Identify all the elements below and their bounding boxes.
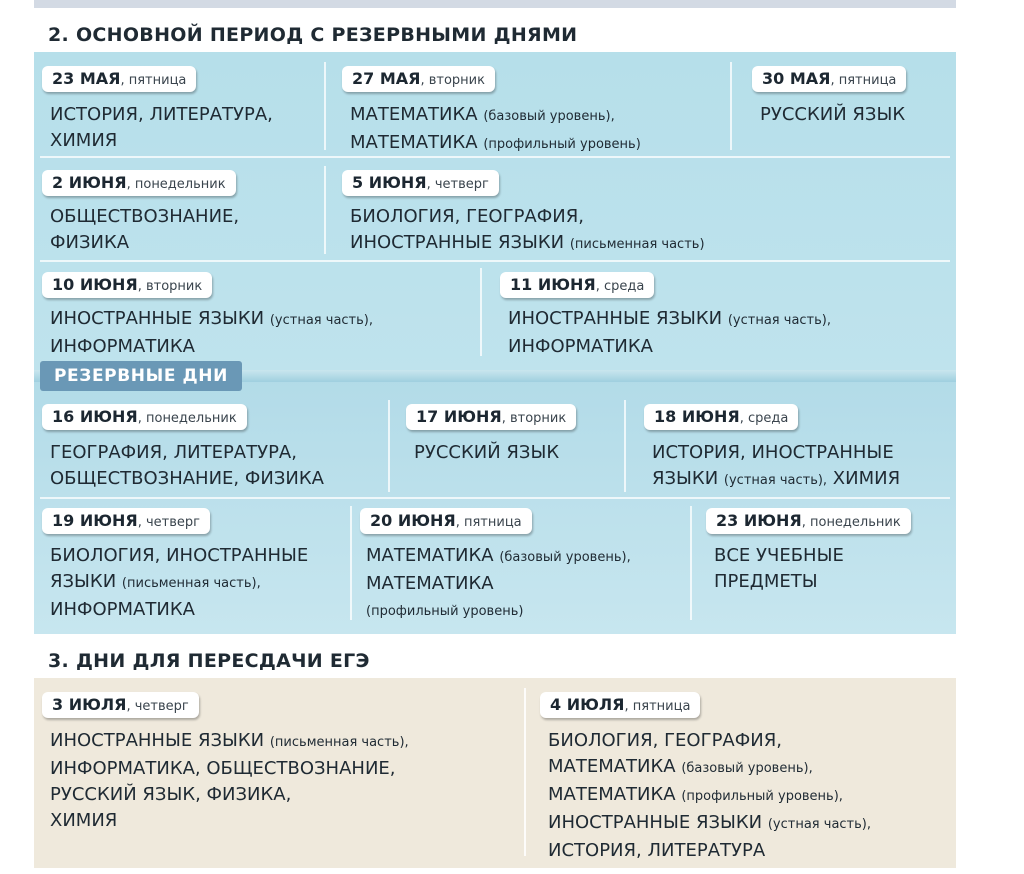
weekday-label: четверг (145, 515, 200, 530)
weekday-label: среда (603, 279, 645, 294)
exam-subjects (366, 543, 631, 625)
date-label: 30 МАЯ (762, 69, 831, 88)
date-badge: 4 ИЮЛЯ, пятница (540, 692, 700, 718)
section-3-title: 3. ДНИ ДЛЯ ПЕРЕСДАЧИ ЕГЭ (48, 650, 370, 672)
date-label: 23 МАЯ (52, 69, 121, 88)
subject-line: (профильный уровень) (366, 604, 524, 619)
date-label: 16 ИЮНЯ (52, 407, 138, 426)
date-badge: 16 ИЮНЯ, понедельник (42, 404, 247, 430)
divider (324, 166, 326, 254)
weekday-label: вторник (509, 411, 567, 426)
subject-line: ИНФОРМАТИКА, ОБЩЕСТВОЗНАНИЕ, (50, 758, 396, 779)
subject-line: МАТЕМАТИКА (366, 573, 494, 594)
date-badge: 11 ИЮНЯ, среда (500, 272, 654, 298)
subject-line: ИНОСТРАННЫЕ ЯЗЫКИ (устная часть), (508, 308, 831, 329)
divider (324, 62, 326, 150)
date-label: 3 ИЮЛЯ (52, 695, 127, 714)
date-label: 23 ИЮНЯ (716, 511, 802, 530)
exam-subjects (50, 728, 409, 834)
weekday-label: пятница (128, 73, 187, 88)
subject-line: МАТЕМАТИКА (профильный уровень), (548, 784, 843, 805)
weekday-label: среда (747, 411, 789, 426)
date-badge: 2 ИЮНЯ, понедельник (42, 170, 236, 196)
date-badge: 30 МАЯ, пятница (752, 66, 906, 92)
exam-subjects (714, 543, 844, 595)
date-label: 11 ИЮНЯ (510, 275, 596, 294)
subject-line: ФИЗИКА (50, 232, 130, 253)
date-badge: 10 ИЮНЯ, вторник (42, 272, 212, 298)
exam-subjects (50, 543, 308, 623)
weekday-label: вторник (428, 73, 485, 88)
divider (690, 506, 692, 620)
exam-subjects (50, 204, 239, 256)
weekday-label: пятница (838, 73, 897, 88)
subject-line: МАТЕМАТИКА (профильный уровень) (350, 132, 641, 153)
weekday-label: пятница (632, 699, 691, 714)
date-label: 20 ИЮНЯ (370, 511, 456, 530)
subject-line: БИОЛОГИЯ, ИНОСТРАННЫЕ (50, 545, 309, 566)
date-badge: 18 ИЮНЯ, среда (644, 404, 798, 430)
weekday-label: пятница (463, 515, 522, 530)
exam-subjects (414, 440, 559, 466)
subject-line: ИНОСТРАННЫЕ ЯЗЫКИ (письменная часть), (50, 730, 409, 751)
weekday-label: понедельник (809, 515, 901, 530)
section-2-title: 2. ОСНОВНОЙ ПЕРИОД С РЕЗЕРВНЫМИ ДНЯМИ (48, 24, 578, 46)
date-label: 18 ИЮНЯ (654, 407, 740, 426)
exam-subjects (548, 728, 871, 864)
subject-line: МАТЕМАТИКА (базовый уровень), (548, 756, 813, 777)
subject-line: ИНОСТРАННЫЕ ЯЗЫКИ (письменная часть) (350, 232, 705, 253)
subject-line: ИСТОРИЯ, ИНОСТРАННЫЕ (652, 442, 894, 463)
date-badge: 27 МАЯ, вторник (342, 66, 495, 92)
subject-line: БИОЛОГИЯ, ГЕОГРАФИЯ, (350, 206, 584, 227)
divider (388, 400, 390, 492)
date-badge: 19 ИЮНЯ, четверг (42, 508, 210, 534)
subject-line: РУССКИЙ ЯЗЫК (414, 442, 560, 463)
exam-subjects (50, 306, 373, 360)
subject-line: ОБЩЕСТВОЗНАНИЕ, ФИЗИКА (50, 468, 324, 489)
subject-line: ВСЕ УЧЕБНЫЕ (714, 545, 844, 566)
subject-line: ЯЗЫКИ (письменная часть), (50, 571, 261, 592)
weekday-label: вторник (145, 279, 203, 294)
date-badge: 23 МАЯ, пятница (42, 66, 196, 92)
subject-line: РУССКИЙ ЯЗЫК, ФИЗИКА, (50, 784, 292, 805)
exam-subjects (350, 102, 641, 158)
date-badge: 3 ИЮЛЯ, четверг (42, 692, 199, 718)
subject-line: ЯЗЫКИ (устная часть), ХИМИЯ (652, 468, 901, 489)
divider (480, 268, 482, 356)
date-label: 10 ИЮНЯ (52, 275, 138, 294)
exam-subjects (760, 102, 905, 128)
divider (40, 260, 950, 262)
weekday-label: четверг (434, 177, 489, 192)
subject-line: ИНОСТРАННЫЕ ЯЗЫКИ (устная часть), (548, 812, 871, 833)
subject-line: ИНФОРМАТИКА (50, 599, 195, 620)
exam-subjects (50, 440, 324, 492)
subject-line: РУССКИЙ ЯЗЫК (760, 104, 906, 125)
subject-line: ХИМИЯ (50, 810, 118, 831)
date-badge: 5 ИЮНЯ, четверг (342, 170, 499, 196)
date-label: 4 ИЮЛЯ (550, 695, 625, 714)
weekday-label: четверг (134, 699, 189, 714)
subject-line: ИСТОРИЯ, ЛИТЕРАТУРА, (50, 104, 273, 125)
divider (730, 62, 732, 150)
divider (40, 497, 950, 499)
date-label: 17 ИЮНЯ (416, 407, 502, 426)
weekday-label: понедельник (134, 177, 226, 192)
subject-line: ИНФОРМАТИКА (508, 336, 653, 357)
reserve-days-label: РЕЗЕРВНЫЕ ДНИ (40, 361, 242, 391)
divider (524, 688, 526, 856)
exam-subjects (508, 306, 831, 360)
subject-line: ХИМИЯ (50, 130, 118, 151)
exam-subjects (50, 102, 273, 154)
divider (350, 506, 352, 620)
exam-subjects (350, 204, 705, 258)
subject-line: ИНОСТРАННЫЕ ЯЗЫКИ (устная часть), (50, 308, 373, 329)
date-label: 19 ИЮНЯ (52, 511, 138, 530)
subject-line: ГЕОГРАФИЯ, ЛИТЕРАТУРА, (50, 442, 297, 463)
date-badge: 17 ИЮНЯ, вторник (406, 404, 576, 430)
top-strip (34, 0, 956, 8)
date-label: 27 МАЯ (352, 69, 421, 88)
subject-line: БИОЛОГИЯ, ГЕОГРАФИЯ, (548, 730, 782, 751)
exam-subjects (652, 440, 900, 494)
subject-line: ОБЩЕСТВОЗНАНИЕ, (50, 206, 240, 227)
date-badge: 23 ИЮНЯ, понедельник (706, 508, 911, 534)
date-badge: 20 ИЮНЯ, пятница (360, 508, 532, 534)
weekday-label: понедельник (145, 411, 237, 426)
subject-line: ИСТОРИЯ, ЛИТЕРАТУРА (548, 840, 766, 861)
subject-line: МАТЕМАТИКА (базовый уровень), (366, 545, 631, 566)
date-label: 5 ИЮНЯ (352, 173, 427, 192)
subject-line: ПРЕДМЕТЫ (714, 571, 818, 592)
date-label: 2 ИЮНЯ (52, 173, 127, 192)
divider (624, 400, 626, 492)
subject-line: ИНФОРМАТИКА (50, 336, 195, 357)
subject-line: МАТЕМАТИКА (базовый уровень), (350, 104, 615, 125)
